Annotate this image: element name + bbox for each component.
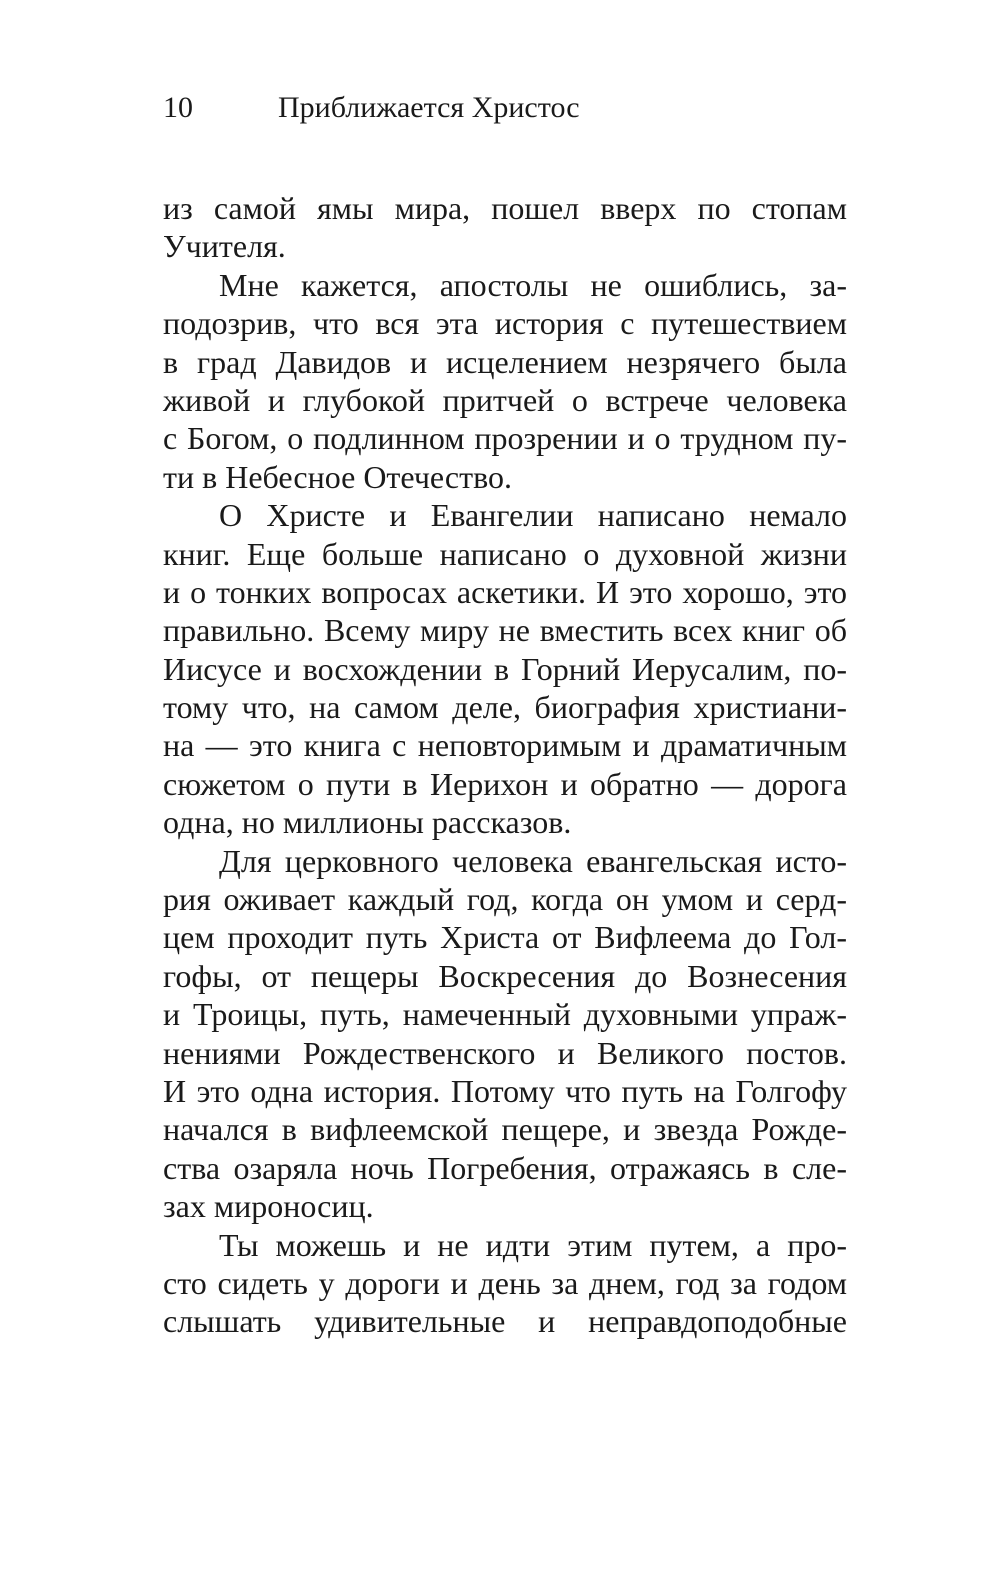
text-line: зах мироносиц. [163, 1188, 374, 1225]
text-line: в град Давидов и исцелением незрячего была [163, 343, 847, 380]
text-line: ства озаряла ночь Погребения, отражаясь в сле- [163, 1149, 847, 1186]
text-line: ти в Небесное Отечество. [163, 458, 512, 495]
paragraph [163, 266, 847, 496]
text-line: нениями Рождественского и Великого постов. [163, 1034, 847, 1071]
text-line: гофы, от пещеры Воскресения до Вознесения [163, 957, 847, 994]
text-line: и Троицы, путь, намеченный духовными упраж- [163, 996, 847, 1033]
text-line: правильно. Всему миру не вместить всех книг об [163, 612, 847, 649]
text-line: одна, но миллионы рассказов. [163, 804, 572, 841]
text-line: сто сидеть у дороги и день за днем, год за годом [163, 1264, 847, 1301]
text-line: И это одна история. Потому что путь на Голгофу [163, 1072, 847, 1109]
text-line: О Христе и Евангелии написано немало [219, 497, 847, 534]
text-line: Для церковного человека евангельская исто- [219, 842, 847, 879]
text-line: цем проходит путь Христа от Вифлеема до Гол- [163, 919, 847, 956]
body-text [163, 189, 847, 1341]
text-line: подозрив, что вся эта история с путешествием [163, 305, 847, 342]
text-line: с Богом, о подлинном прозрении и о трудном пу- [163, 420, 847, 457]
paragraph [163, 1226, 847, 1341]
text-line: начался в вифлеемской пещере, и звезда Рожде- [163, 1111, 847, 1148]
text-line: Учителя. [163, 228, 286, 265]
paragraph [163, 496, 847, 842]
text-line: Иисусе и восхождении в Горний Иерусалим, по- [163, 650, 847, 687]
text-line: рия оживает каждый год, когда он умом и серд- [163, 881, 847, 918]
text-line: сюжетом о пути в Иерихон и обратно — дорога [163, 765, 847, 802]
book-title: Приближается Христос [278, 91, 580, 124]
text-line: и о тонких вопросах аскетики. И это хорошо, это [163, 573, 847, 610]
paragraph [163, 842, 847, 1226]
paragraph [163, 189, 847, 266]
page-number: 10 [163, 91, 193, 124]
text-line: Ты можешь и не идти этим путем, а про- [219, 1226, 847, 1263]
text-line: из самой ямы мира, пошел вверх по стопам [163, 190, 847, 226]
text-line: живой и глубокой притчей о встрече человека [163, 381, 847, 418]
text-line: на — это книга с неповторимым и драматичным [163, 727, 847, 764]
text-line: книг. Еще больше написано о духовной жизни [163, 535, 847, 572]
text-line: Мне кажется, апостолы не ошиблись, за- [219, 266, 847, 303]
text-line: слышать удивительные и неправдоподобные [163, 1303, 847, 1340]
text-line: тому что, на самом деле, биография христиани- [163, 689, 847, 726]
running-head [163, 88, 847, 128]
